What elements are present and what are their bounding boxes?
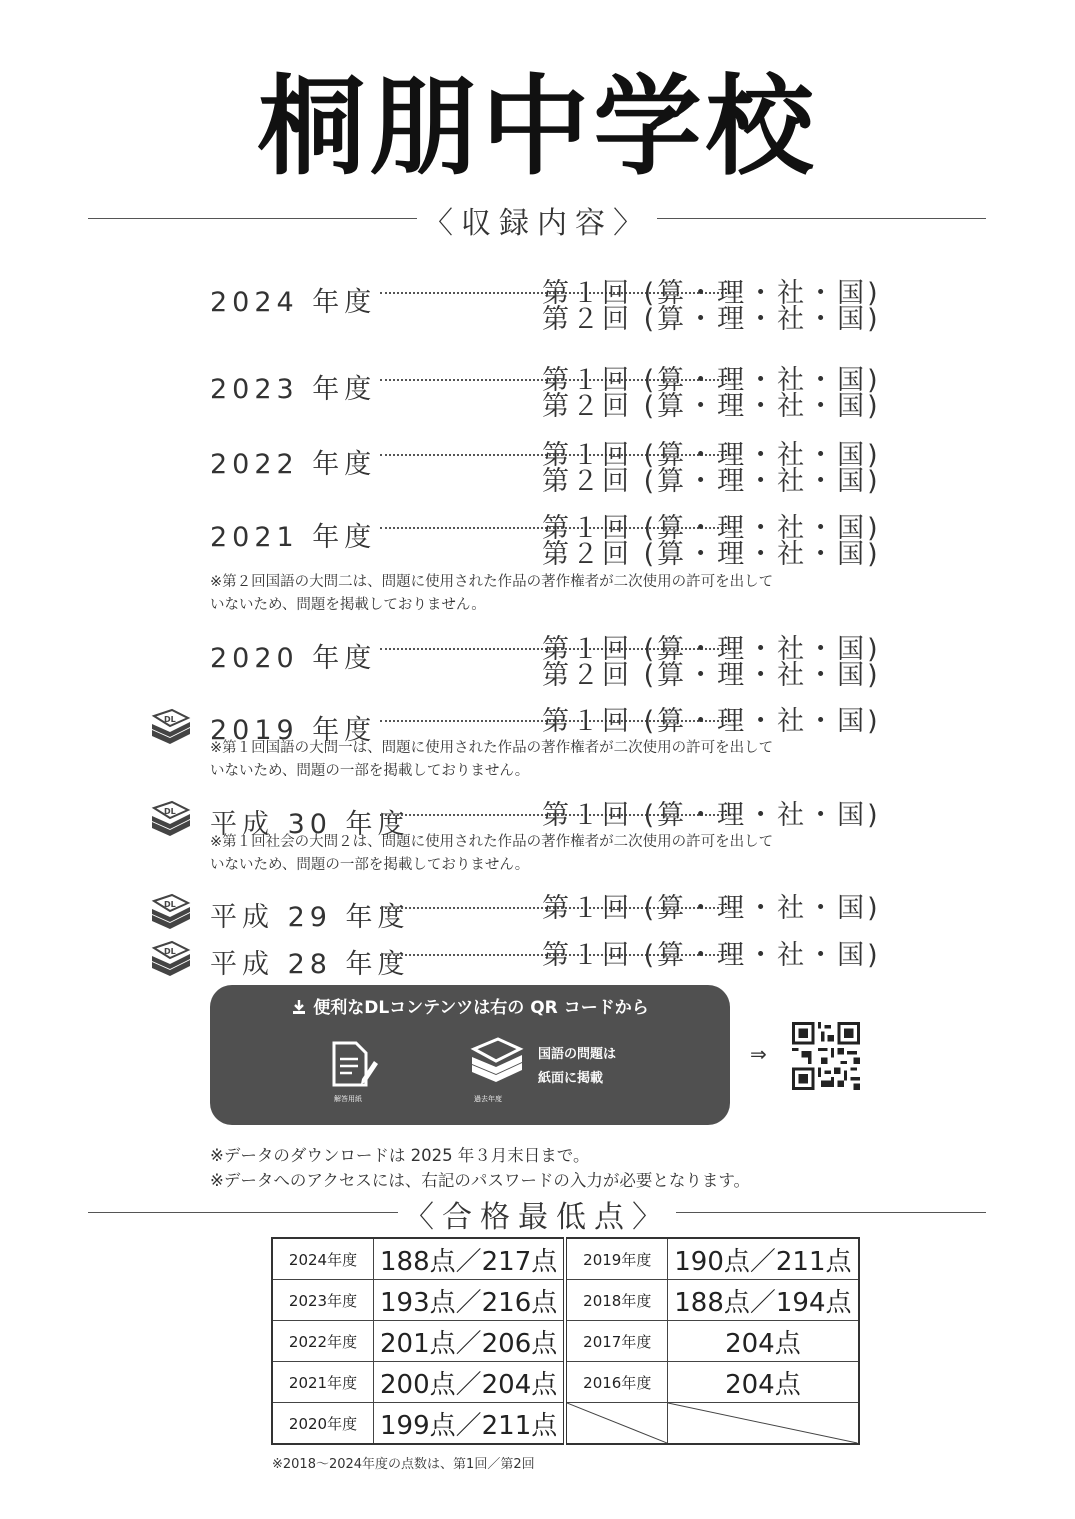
exam-label: 第２回 (算・理・社・国) — [542, 304, 881, 335]
table-row — [272, 1362, 859, 1403]
note-h30 — [210, 831, 870, 877]
year-label: 2021 年度 — [210, 522, 377, 553]
year-label: 平成 29 年度 — [210, 902, 410, 933]
table-row — [272, 1403, 859, 1445]
empty-cell — [668, 1403, 859, 1445]
page-title: 桐朋中学校 — [257, 65, 818, 190]
table-cell: 2024年度 — [272, 1238, 374, 1280]
dl-badge: DL — [164, 715, 176, 724]
exam-label: 第１回 (算・理・社・国) — [542, 440, 881, 471]
table-cell: 190点／211点 — [668, 1238, 859, 1280]
table-cell: 188点／217点 — [374, 1238, 566, 1280]
exam-label: 第２回 (算・理・社・国) — [542, 391, 881, 422]
panel-text-line: 国語の問題は — [538, 1047, 617, 1062]
table-cell: 188点／194点 — [668, 1280, 859, 1321]
note-line: ※第１回国語の大問一は、問題に使用された作品の著作権者が二次使用の許可を出して — [210, 740, 774, 756]
exam-label: 第１回 (算・理・社・国) — [542, 706, 881, 737]
panel-text-line: 紙面に掲載 — [538, 1071, 604, 1086]
exam-label: 第２回 (算・理・社・国) — [542, 466, 881, 497]
dl-content-panel — [210, 985, 730, 1125]
note-line: いないため、問題を掲載しておりません。 — [210, 597, 486, 613]
icon1-caption: 解答用紙 — [334, 1095, 362, 1103]
year-label: 2019 年度 — [210, 715, 377, 746]
download-book-icon — [148, 708, 194, 748]
answer-sheet-icon — [328, 1039, 378, 1091]
download-icon — [291, 999, 307, 1015]
table-cell: 2021年度 — [272, 1362, 374, 1403]
year-label: 2023 年度 — [210, 374, 377, 405]
table-cell: 2018年度 — [565, 1280, 668, 1321]
arrow-icon: ⇒ — [750, 1042, 767, 1066]
download-book-icon — [148, 893, 194, 933]
download-note: ※データのダウンロードは 2025 年３月末日まで。 — [210, 1146, 590, 1165]
year-label: 2022 年度 — [210, 449, 377, 480]
dl-badge: DL — [164, 947, 176, 956]
table-cell: 2023年度 — [272, 1280, 374, 1321]
past-year-book-icon — [468, 1037, 528, 1089]
exam-label: 第２回 (算・理・社・国) — [542, 660, 881, 691]
table-cell: 2019年度 — [565, 1238, 668, 1280]
score-heading-label: 〈合格最低点〉 — [398, 1192, 676, 1236]
table-row — [272, 1280, 859, 1321]
exam-label: 第１回 (算・理・社・国) — [542, 513, 881, 544]
dl-badge: DL — [164, 900, 176, 909]
score-heading — [88, 1192, 986, 1235]
icon2-caption: 過去年度 — [474, 1095, 502, 1103]
access-note: ※データへのアクセスには、右記のパスワードの入力が必要となります。 — [210, 1171, 751, 1190]
exam-label: 第１回 (算・理・社・国) — [542, 893, 881, 924]
panel-text — [538, 1043, 616, 1091]
table-row — [272, 1321, 859, 1362]
year-label: 2024 年度 — [210, 287, 377, 318]
table-cell: 199点／211点 — [374, 1403, 566, 1445]
table-cell: 201点／206点 — [374, 1321, 566, 1362]
table-cell: 2017年度 — [565, 1321, 668, 1362]
download-book-icon — [148, 940, 194, 980]
exam-label: 第１回 (算・理・社・国) — [542, 940, 881, 971]
note-line: いないため、問題の一部を掲載しておりません。 — [210, 763, 530, 779]
dl-badge: DL — [164, 807, 176, 816]
note-2021 — [210, 571, 870, 617]
table-cell: 200点／204点 — [374, 1362, 566, 1403]
panel-heading-text: 便利なDLコンテンツは右の QR コードから — [313, 998, 649, 1018]
note-line: ※第２回国語の大問二は、問題に使用された作品の著作権者が二次使用の許可を出して — [210, 574, 774, 590]
exam-label: 第１回 (算・理・社・国) — [542, 365, 881, 396]
year-label: 2020 年度 — [210, 643, 377, 674]
table-cell: 193点／216点 — [374, 1280, 566, 1321]
table-cell: 204点 — [668, 1362, 859, 1403]
score-footnote: ※2018～2024年度の点数は、第1回／第2回 — [272, 1457, 535, 1472]
table-cell: 2022年度 — [272, 1321, 374, 1362]
year-label: 平成 30 年度 — [210, 809, 410, 840]
table-row — [272, 1238, 859, 1280]
contents-heading-label: 〈収録内容〉 — [417, 198, 657, 242]
note-line: ※第１回社会の大問２は、問題に使用された作品の著作権者が二次使用の許可を出して — [210, 834, 774, 850]
contents-heading — [88, 198, 986, 241]
exam-label: 第１回 (算・理・社・国) — [542, 634, 881, 665]
table-cell: 2016年度 — [565, 1362, 668, 1403]
score-table — [271, 1237, 860, 1445]
panel-heading — [210, 993, 730, 1018]
note-2019 — [210, 737, 870, 783]
exam-label: 第１回 (算・理・社・国) — [542, 800, 881, 831]
year-label: 平成 28 年度 — [210, 949, 410, 980]
exam-label: 第１回 (算・理・社・国) — [542, 278, 881, 309]
empty-cell — [565, 1403, 668, 1445]
qr-code[interactable] — [792, 1022, 860, 1090]
download-book-icon — [148, 800, 194, 840]
note-line: いないため、問題の一部を掲載しておりません。 — [210, 857, 530, 873]
table-cell: 204点 — [668, 1321, 859, 1362]
exam-label: 第２回 (算・理・社・国) — [542, 539, 881, 570]
table-cell: 2020年度 — [272, 1403, 374, 1445]
